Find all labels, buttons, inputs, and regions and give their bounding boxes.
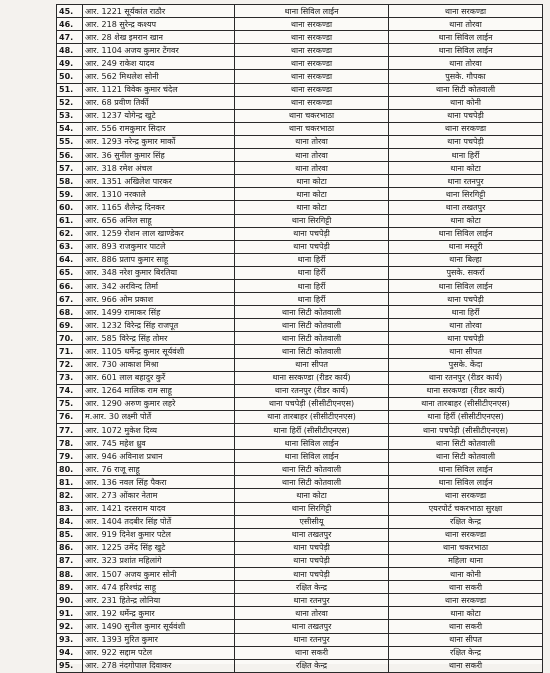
- serial-number-cell: 61.: [57, 214, 83, 227]
- employee-name-cell: आर. 730 आकाश मिश्रा: [83, 358, 235, 371]
- table-row: [57, 568, 543, 581]
- table-row: [57, 96, 543, 109]
- employee-name-cell: आर. 1264 मालिक राम साहू: [83, 384, 235, 397]
- from-station-cell: थाना तखतपुर: [235, 620, 389, 633]
- serial-number-cell: 86.: [57, 541, 83, 554]
- table-row: [57, 502, 543, 515]
- to-station-cell: थाना सिटी कोतवाली: [389, 450, 543, 463]
- serial-number-cell: 79.: [57, 450, 83, 463]
- table-row: [57, 463, 543, 476]
- table-row: [57, 293, 543, 306]
- to-station-cell: पुसके. गौपका: [389, 70, 543, 83]
- from-station-cell: थाना सिविल लाईन: [235, 437, 389, 450]
- serial-number-cell: 81.: [57, 476, 83, 489]
- from-station-cell: थाना हिर्री: [235, 253, 389, 266]
- employee-name-cell: आर. 1072 मुकेश दिव्य: [83, 424, 235, 437]
- table-row: [57, 345, 543, 358]
- serial-number-cell: 59.: [57, 188, 83, 201]
- table-row: [57, 149, 543, 162]
- table-row: [57, 554, 543, 567]
- to-station-cell: थाना सकरी: [389, 659, 543, 672]
- to-station-cell: थाना कोनी: [389, 568, 543, 581]
- to-station-cell: थाना बिल्हा: [389, 253, 543, 266]
- to-station-cell: थाना रतनपुर: [389, 175, 543, 188]
- from-station-cell: थाना हिर्री: [235, 279, 389, 292]
- employee-name-cell: आर. 1259 रोशन लाल खाण्डेकर: [83, 227, 235, 240]
- from-station-cell: थाना कोटा: [235, 175, 389, 188]
- serial-number-cell: 70.: [57, 332, 83, 345]
- serial-number-cell: 60.: [57, 201, 83, 214]
- from-station-cell: थाना सिटी कोतवाली: [235, 319, 389, 332]
- serial-number-cell: 53.: [57, 109, 83, 122]
- table-row: [57, 319, 543, 332]
- table-row: [57, 214, 543, 227]
- serial-number-cell: 78.: [57, 437, 83, 450]
- from-station-cell: थाना सीपत: [235, 358, 389, 371]
- from-station-cell: थाना सरकण्डा: [235, 83, 389, 96]
- from-station-cell: थाना सिटी कोतवाली: [235, 463, 389, 476]
- transfer-table: [56, 4, 543, 673]
- employee-name-cell: आर. 1351 अखिलेश पारकर: [83, 175, 235, 188]
- to-station-cell: थाना कोनी: [389, 96, 543, 109]
- from-station-cell: थाना पचपेड़ी: [235, 240, 389, 253]
- table-row: [57, 594, 543, 607]
- serial-number-cell: 58.: [57, 175, 83, 188]
- employee-name-cell: आर. 1165 शैलेन्द्र दिनकर: [83, 201, 235, 214]
- serial-number-cell: 82.: [57, 489, 83, 502]
- serial-number-cell: 89.: [57, 581, 83, 594]
- to-station-cell: रक्षित केन्द्र: [389, 646, 543, 659]
- from-station-cell: एसीसीयू: [235, 515, 389, 528]
- to-station-cell: थाना सिटी कोतवाली: [389, 83, 543, 96]
- from-station-cell: थाना तारबाहर (सीसीटीएनएस): [235, 410, 389, 423]
- from-station-cell: रक्षित केन्द्र: [235, 659, 389, 672]
- serial-number-cell: 92.: [57, 620, 83, 633]
- to-station-cell: महिला थाना: [389, 554, 543, 567]
- employee-name-cell: आर. 28 शेख इमरान खान: [83, 31, 235, 44]
- from-station-cell: थाना तखतपुर: [235, 528, 389, 541]
- employee-name-cell: आर. 656 अनिल साहू: [83, 214, 235, 227]
- from-station-cell: थाना सिरगिट्टी: [235, 502, 389, 515]
- transfer-table-body: [57, 5, 543, 673]
- to-station-cell: थाना सरकण्डा: [389, 122, 543, 135]
- table-row: [57, 633, 543, 646]
- table-row: [57, 162, 543, 175]
- table-row: [57, 450, 543, 463]
- employee-name-cell: आर. 348 नरेश कुमार बिरतिया: [83, 266, 235, 279]
- table-row: [57, 384, 543, 397]
- from-station-cell: थाना सिटी कोतवाली: [235, 332, 389, 345]
- serial-number-cell: 73.: [57, 371, 83, 384]
- serial-number-cell: 83.: [57, 502, 83, 515]
- from-station-cell: थाना सकरी: [235, 646, 389, 659]
- employee-name-cell: आर. 192 धर्मेन्द्र कुमार: [83, 607, 235, 620]
- table-row: [57, 371, 543, 384]
- from-station-cell: थाना रतनपुर (रीडर कार्य): [235, 384, 389, 397]
- to-station-cell: थाना मस्तूरी: [389, 240, 543, 253]
- table-row: [57, 410, 543, 423]
- from-station-cell: थाना रतनपुर: [235, 633, 389, 646]
- from-station-cell: थाना सिटी कोतवाली: [235, 476, 389, 489]
- employee-name-cell: आर. 1121 विवेक कुमार चंदेल: [83, 83, 235, 96]
- serial-number-cell: 45.: [57, 5, 83, 18]
- to-station-cell: थाना तारबाहर (सीसीटीएनएस): [389, 397, 543, 410]
- employee-name-cell: आर. 1421 दरसराम यादव: [83, 502, 235, 515]
- employee-name-cell: आर. 1237 योगेन्द्र खुटे: [83, 109, 235, 122]
- transfer-list-page: [56, 4, 542, 671]
- employee-name-cell: आर. 601 लाल बहादुर कुर्रे: [83, 371, 235, 384]
- to-station-cell: थाना तोरवा: [389, 18, 543, 31]
- employee-name-cell: आर. 1310 नरकाले: [83, 188, 235, 201]
- table-row: [57, 240, 543, 253]
- to-station-cell: पुसके. केंदा: [389, 358, 543, 371]
- from-station-cell: थाना सरकण्डा: [235, 18, 389, 31]
- to-station-cell: थाना सिविल लाईन: [389, 227, 543, 240]
- from-station-cell: थाना हिर्री (सीसीटीएनएस): [235, 424, 389, 437]
- table-row: [57, 175, 543, 188]
- serial-number-cell: 85.: [57, 528, 83, 541]
- to-station-cell: थाना सरकण्डा: [389, 528, 543, 541]
- employee-name-cell: आर. 1490 सुनील कुमार सूर्यवंशी: [83, 620, 235, 633]
- serial-number-cell: 57.: [57, 162, 83, 175]
- from-station-cell: थाना चकरभाठा: [235, 109, 389, 122]
- serial-number-cell: 62.: [57, 227, 83, 240]
- to-station-cell: थाना सिविल लाईन: [389, 476, 543, 489]
- from-station-cell: थाना पचपेड़ी: [235, 568, 389, 581]
- to-station-cell: थाना सकरी: [389, 581, 543, 594]
- employee-name-cell: आर. 893 राजकुमार पाटले: [83, 240, 235, 253]
- employee-name-cell: म.आर. 30 लक्ष्मी पोर्ते: [83, 410, 235, 423]
- employee-name-cell: आर. 218 सुरेन्द्र कश्यप: [83, 18, 235, 31]
- serial-number-cell: 51.: [57, 83, 83, 96]
- to-station-cell: थाना सिरगिट्टी: [389, 188, 543, 201]
- to-station-cell: थाना पचपेड़ी: [389, 135, 543, 148]
- table-row: [57, 332, 543, 345]
- from-station-cell: थाना पचपेड़ी: [235, 227, 389, 240]
- serial-number-cell: 71.: [57, 345, 83, 358]
- serial-number-cell: 80.: [57, 463, 83, 476]
- table-row: [57, 201, 543, 214]
- table-row: [57, 397, 543, 410]
- employee-name-cell: आर. 1225 उमेंद सिंह खुटे: [83, 541, 235, 554]
- from-station-cell: थाना पचपेड़ी: [235, 541, 389, 554]
- to-station-cell: थाना कोटा: [389, 607, 543, 620]
- to-station-cell: थाना पचपेड़ी: [389, 332, 543, 345]
- table-row: [57, 18, 543, 31]
- serial-number-cell: 88.: [57, 568, 83, 581]
- to-station-cell: थाना पचपेड़ी: [389, 293, 543, 306]
- employee-name-cell: आर. 1507 अजय कुमार सोनी: [83, 568, 235, 581]
- to-station-cell: थाना सरकण्डा: [389, 489, 543, 502]
- from-station-cell: थाना सरकण्डा: [235, 44, 389, 57]
- from-station-cell: रक्षित केन्द्र: [235, 581, 389, 594]
- employee-name-cell: आर. 36 सुनील कुमार सिंह: [83, 149, 235, 162]
- serial-number-cell: 91.: [57, 607, 83, 620]
- serial-number-cell: 47.: [57, 31, 83, 44]
- employee-name-cell: आर. 946 अविनाश प्रधान: [83, 450, 235, 463]
- employee-name-cell: आर. 562 मिथलेश सोनी: [83, 70, 235, 83]
- table-row: [57, 227, 543, 240]
- to-station-cell: रक्षित केन्द्र: [389, 515, 543, 528]
- employee-name-cell: आर. 1393 मुरित कुमार: [83, 633, 235, 646]
- table-row: [57, 646, 543, 659]
- from-station-cell: थाना चकरभाठा: [235, 122, 389, 135]
- serial-number-cell: 69.: [57, 319, 83, 332]
- table-row: [57, 437, 543, 450]
- from-station-cell: थाना सरकण्डा: [235, 70, 389, 83]
- employee-name-cell: आर. 76 राजू साहू: [83, 463, 235, 476]
- from-station-cell: थाना सिविल लाईन: [235, 450, 389, 463]
- serial-number-cell: 72.: [57, 358, 83, 371]
- to-station-cell: थाना पचपेड़ी (सीसीटीएनएस): [389, 424, 543, 437]
- table-row: [57, 266, 543, 279]
- to-station-cell: थाना सिविल लाईन: [389, 463, 543, 476]
- from-station-cell: थाना रतनपुर: [235, 594, 389, 607]
- employee-name-cell: आर. 278 नंदगोपाल दिवाकर: [83, 659, 235, 672]
- to-station-cell: थाना हिर्री (सीसीटीएनएस): [389, 410, 543, 423]
- serial-number-cell: 63.: [57, 240, 83, 253]
- to-station-cell: थाना सकरी: [389, 620, 543, 633]
- table-row: [57, 489, 543, 502]
- table-row: [57, 70, 543, 83]
- serial-number-cell: 52.: [57, 96, 83, 109]
- table-row: [57, 135, 543, 148]
- from-station-cell: थाना कोटा: [235, 201, 389, 214]
- employee-name-cell: आर. 556 रामकुमार सिदार: [83, 122, 235, 135]
- to-station-cell: थाना सीपत: [389, 633, 543, 646]
- from-station-cell: थाना तोरवा: [235, 607, 389, 620]
- from-station-cell: थाना सिटी कोतवाली: [235, 306, 389, 319]
- to-station-cell: थाना कोटा: [389, 162, 543, 175]
- employee-name-cell: आर. 886 प्रताप कुमार साहू: [83, 253, 235, 266]
- from-station-cell: थाना हिर्री: [235, 293, 389, 306]
- to-station-cell: थाना तखतपुर: [389, 201, 543, 214]
- to-station-cell: एयरपोर्ट चकरभाठा सुरक्षा: [389, 502, 543, 515]
- from-station-cell: थाना सरकण्डा: [235, 31, 389, 44]
- table-row: [57, 515, 543, 528]
- table-row: [57, 122, 543, 135]
- to-station-cell: थाना रतनपुर (रीडर कार्य): [389, 371, 543, 384]
- from-station-cell: थाना सरकण्डा: [235, 96, 389, 109]
- to-station-cell: थाना सिविल लाईन: [389, 31, 543, 44]
- to-station-cell: थाना चकरभाठा: [389, 541, 543, 554]
- serial-number-cell: 66.: [57, 279, 83, 292]
- from-station-cell: थाना कोटा: [235, 489, 389, 502]
- table-row: [57, 31, 543, 44]
- employee-name-cell: आर. 273 ओंकार नेताम: [83, 489, 235, 502]
- to-station-cell: थाना तोरवा: [389, 57, 543, 70]
- employee-name-cell: आर. 1221 सूर्यकांत राठौर: [83, 5, 235, 18]
- employee-name-cell: आर. 474 हरिश्चंद्र साहू: [83, 581, 235, 594]
- table-row: [57, 528, 543, 541]
- serial-number-cell: 56.: [57, 149, 83, 162]
- to-station-cell: थाना सीपत: [389, 345, 543, 358]
- serial-number-cell: 90.: [57, 594, 83, 607]
- table-row: [57, 109, 543, 122]
- from-station-cell: थाना सरकण्डा (रीडर कार्य): [235, 371, 389, 384]
- table-row: [57, 57, 543, 70]
- to-station-cell: पुसके. सकर्रा: [389, 266, 543, 279]
- table-row: [57, 541, 543, 554]
- employee-name-cell: आर. 1232 विरेन्द्र सिंह राजपूत: [83, 319, 235, 332]
- employee-name-cell: आर. 745 महेश ध्रुव: [83, 437, 235, 450]
- to-station-cell: थाना हिर्री: [389, 306, 543, 319]
- serial-number-cell: 74.: [57, 384, 83, 397]
- serial-number-cell: 87.: [57, 554, 83, 567]
- from-station-cell: थाना हिर्री: [235, 266, 389, 279]
- serial-number-cell: 65.: [57, 266, 83, 279]
- to-station-cell: थाना तोरवा: [389, 319, 543, 332]
- employee-name-cell: आर. 342 अरविन्द तिर्मा: [83, 279, 235, 292]
- employee-name-cell: आर. 231 हितेन्द्र लोनिया: [83, 594, 235, 607]
- employee-name-cell: आर. 318 रमेश अंचल: [83, 162, 235, 175]
- employee-name-cell: आर. 136 नवल सिंह पैकरा: [83, 476, 235, 489]
- table-row: [57, 358, 543, 371]
- to-station-cell: थाना सिविल लाईन: [389, 279, 543, 292]
- serial-number-cell: 76.: [57, 410, 83, 423]
- table-row: [57, 476, 543, 489]
- table-row: [57, 253, 543, 266]
- employee-name-cell: आर. 68 प्रवीण तिर्की: [83, 96, 235, 109]
- employee-name-cell: आर. 249 राकेश यादव: [83, 57, 235, 70]
- to-station-cell: थाना हिर्री: [389, 149, 543, 162]
- serial-number-cell: 75.: [57, 397, 83, 410]
- from-station-cell: थाना सिविल लाईन: [235, 5, 389, 18]
- from-station-cell: थाना कोटा: [235, 188, 389, 201]
- table-row: [57, 5, 543, 18]
- to-station-cell: थाना सरकण्डा: [389, 5, 543, 18]
- employee-name-cell: आर. 1290 अरुण कुमार लहरे: [83, 397, 235, 410]
- serial-number-cell: 54.: [57, 122, 83, 135]
- employee-name-cell: आर. 323 प्रशांत महिलांगे: [83, 554, 235, 567]
- serial-number-cell: 55.: [57, 135, 83, 148]
- serial-number-cell: 77.: [57, 424, 83, 437]
- employee-name-cell: आर. 1104 अजय कुमार टेंगवर: [83, 44, 235, 57]
- employee-name-cell: आर. 585 विरेन्द्र सिंह तोमर: [83, 332, 235, 345]
- from-station-cell: थाना पचपेड़ी (सीसीटीएनएस): [235, 397, 389, 410]
- to-station-cell: थाना सिटी कोतवाली: [389, 437, 543, 450]
- to-station-cell: थाना सिविल लाईन: [389, 44, 543, 57]
- from-station-cell: थाना तोरवा: [235, 162, 389, 175]
- table-row: [57, 279, 543, 292]
- from-station-cell: थाना सरकण्डा: [235, 57, 389, 70]
- from-station-cell: थाना सिरगिट्टी: [235, 214, 389, 227]
- employee-name-cell: आर. 919 दिनेश कुमार पटेल: [83, 528, 235, 541]
- serial-number-cell: 49.: [57, 57, 83, 70]
- table-row: [57, 659, 543, 672]
- employee-name-cell: आर. 922 सद्दाम पटेल: [83, 646, 235, 659]
- serial-number-cell: 46.: [57, 18, 83, 31]
- table-row: [57, 620, 543, 633]
- to-station-cell: थाना पचपेड़ी: [389, 109, 543, 122]
- table-row: [57, 83, 543, 96]
- serial-number-cell: 67.: [57, 293, 83, 306]
- from-station-cell: थाना पचपेड़ी: [235, 554, 389, 567]
- employee-name-cell: आर. 1499 रामाकर सिंह: [83, 306, 235, 319]
- table-row: [57, 607, 543, 620]
- serial-number-cell: 48.: [57, 44, 83, 57]
- table-row: [57, 306, 543, 319]
- serial-number-cell: 84.: [57, 515, 83, 528]
- employee-name-cell: आर. 966 ओम प्रकाश: [83, 293, 235, 306]
- to-station-cell: थाना सरकण्डा (रीडर कार्य): [389, 384, 543, 397]
- employee-name-cell: आर. 1293 नरेन्द्र कुमार मार्को: [83, 135, 235, 148]
- serial-number-cell: 94.: [57, 646, 83, 659]
- employee-name-cell: आर. 1105 धर्मेन्द्र कुमार सूर्यवंशी: [83, 345, 235, 358]
- serial-number-cell: 93.: [57, 633, 83, 646]
- from-station-cell: थाना तोरवा: [235, 135, 389, 148]
- serial-number-cell: 64.: [57, 253, 83, 266]
- employee-name-cell: आर. 1404 तदबीर सिंह पोर्ते: [83, 515, 235, 528]
- from-station-cell: थाना सिटी कोतवाली: [235, 345, 389, 358]
- from-station-cell: थाना तोरवा: [235, 149, 389, 162]
- serial-number-cell: 68.: [57, 306, 83, 319]
- table-row: [57, 581, 543, 594]
- serial-number-cell: 95.: [57, 659, 83, 672]
- table-row: [57, 44, 543, 57]
- to-station-cell: थाना कोटा: [389, 214, 543, 227]
- table-row: [57, 424, 543, 437]
- to-station-cell: थाना सरकण्डा: [389, 594, 543, 607]
- table-row: [57, 188, 543, 201]
- serial-number-cell: 50.: [57, 70, 83, 83]
